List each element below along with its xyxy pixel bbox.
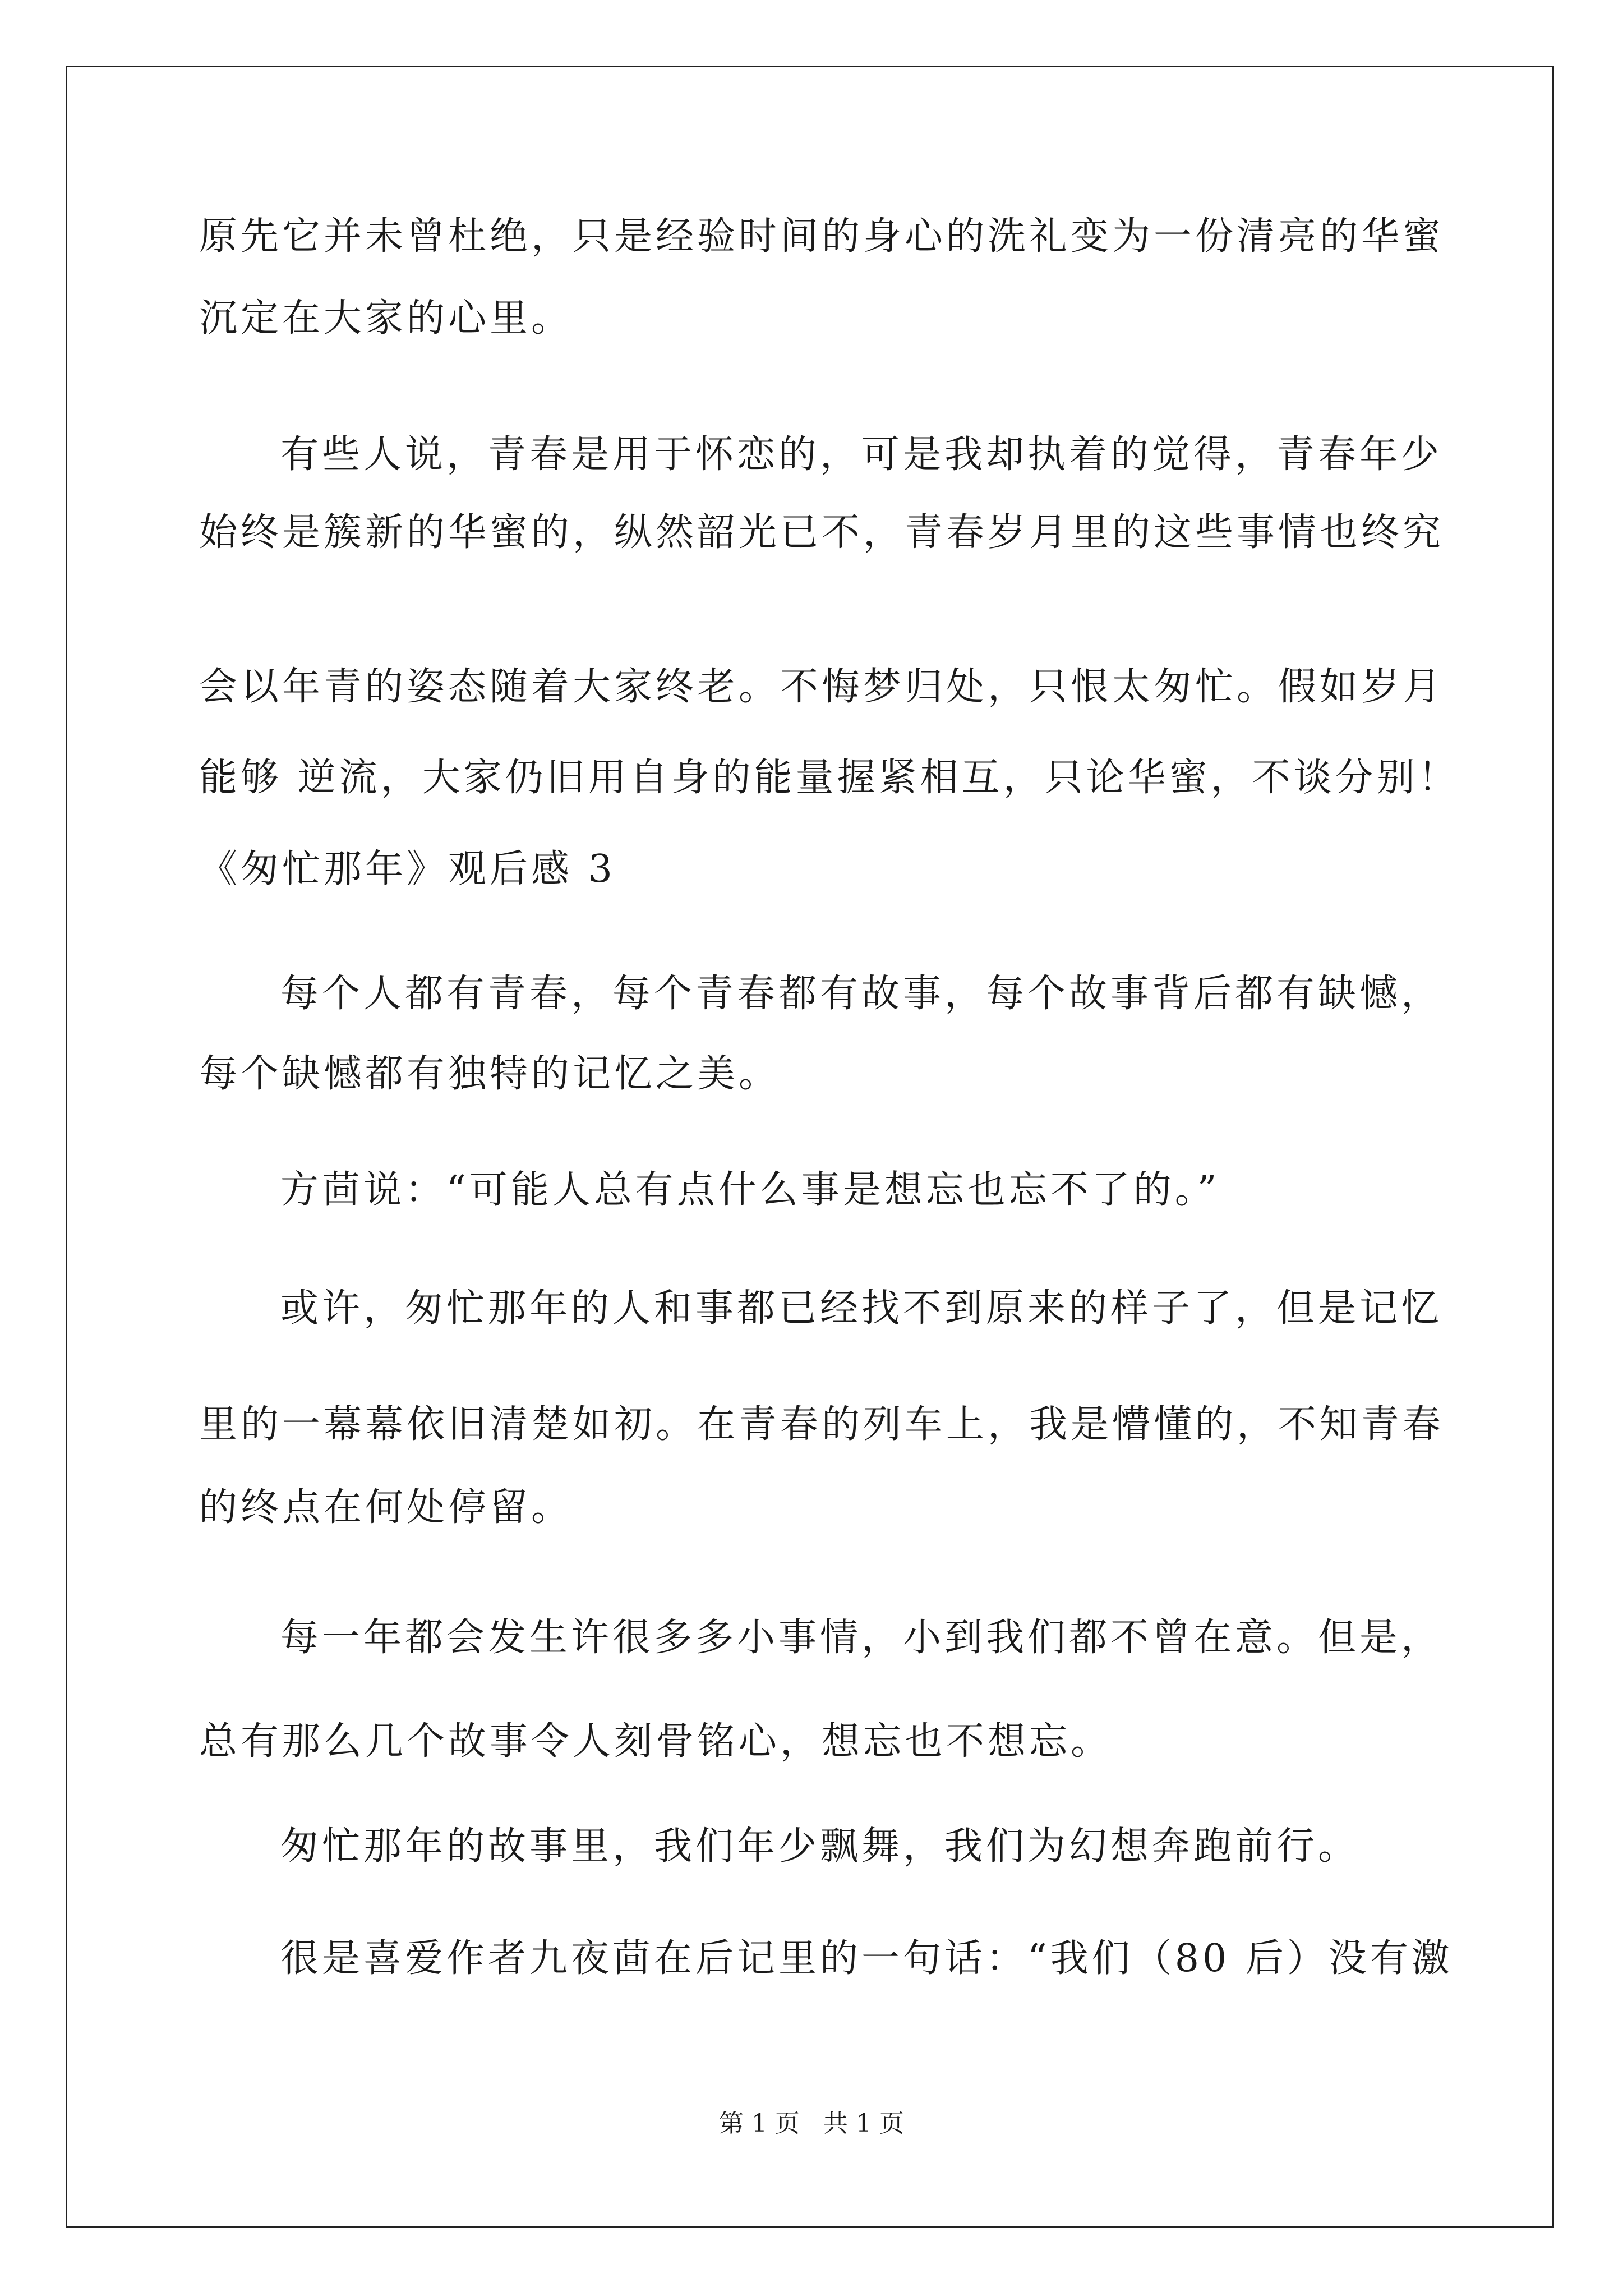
- paragraph-line: 原先它并未曾杜绝，只是经验时间的身心的洗礼变为一份清亮的华蜜: [199, 214, 1445, 259]
- paragraph-line: 里的一幕幕依旧清楚如初。在青春的列车上，我是懵懂的，不知青春: [199, 1402, 1445, 1447]
- paragraph-line: 每一年都会发生许很多多小事情，小到我们都不曾在意。但是，: [280, 1616, 1443, 1660]
- paragraph-line: 或许，匆忙那年的人和事都已经找不到原来的样子了，但是记忆: [280, 1286, 1443, 1331]
- paragraph-line: 匆忙那年的故事里，我们年少飘舞，我们为幻想奔跑前行。: [280, 1824, 1360, 1869]
- paragraph-line: 能够 逆流，大家仍旧用自身的能量握紧相互，只论华蜜，不谈分别！: [199, 756, 1460, 800]
- paragraph-line: 很是喜爱作者九夜茴在后记里的一句话：“我们（80 后）没有激: [280, 1936, 1453, 1981]
- paragraph-line: 有些人说，青春是用于怀恋的，可是我却执着的觉得，青春年少: [280, 432, 1443, 477]
- paragraph-line: 方茴说：“可能人总有点什么事是想忘也忘不了的。”: [280, 1168, 1220, 1212]
- paragraph-line: 的终点在何处停留。: [199, 1485, 573, 1530]
- section-heading: 《匆忙那年》观后感 3: [199, 847, 616, 891]
- page-border: [66, 66, 1554, 2228]
- paragraph-line: 总有那么几个故事令人刻骨铭心，想忘也不想忘。: [199, 1719, 1113, 1764]
- paragraph-line: 始终是簇新的华蜜的，纵然韶光已不，青春岁月里的这些事情也终究: [199, 510, 1445, 555]
- paragraph-line: 会以年青的姿态随着大家终老。不悔梦归处，只恨太匆忙。假如岁月: [199, 665, 1445, 709]
- paragraph-line: 沉定在大家的心里。: [199, 296, 573, 341]
- paragraph-line: 每个人都有青春，每个青春都有故事，每个故事背后都有缺憾，: [280, 972, 1443, 1016]
- paragraph-line: 每个缺憾都有独特的记忆之美。: [199, 1052, 781, 1096]
- page-footer: 第 1 页 共 1 页: [719, 2109, 904, 2138]
